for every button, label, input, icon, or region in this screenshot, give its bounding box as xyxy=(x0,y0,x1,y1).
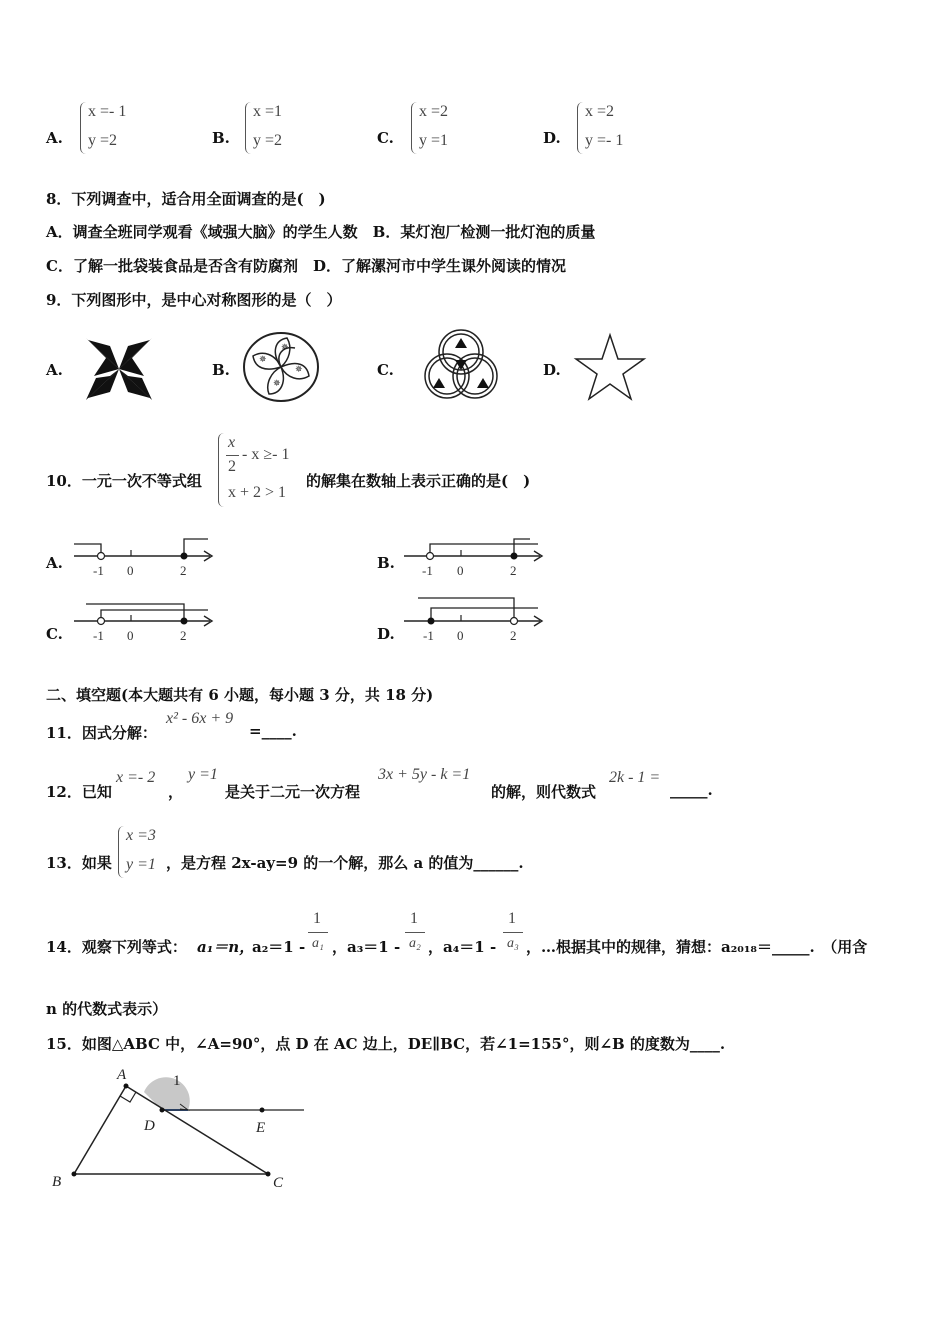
q10-c-tick-neg1: -1 xyxy=(93,628,104,643)
q8-stem: 8．下列调查中，适合用全面调查的是( ) xyxy=(46,190,326,208)
q9-star-figure xyxy=(572,332,648,402)
q7-option-a-eq1: x =- 1 xyxy=(88,103,127,120)
q7-option-a-brace xyxy=(80,102,87,154)
q10-prefix: 10．一元一次不等式组 xyxy=(46,472,202,490)
q14-line2: n 的代数式表示） xyxy=(46,1000,168,1018)
q12-comma: ， xyxy=(168,783,184,801)
q9-trefoil-figure xyxy=(413,322,509,404)
q7-option-c-label: C. xyxy=(377,129,394,147)
q7-option-a-eq2: y =2 xyxy=(88,132,118,149)
q13-eq1: x =3 xyxy=(126,827,156,844)
q10-option-d-label: D. xyxy=(377,625,395,643)
q14-a4-prefix: ，a₄＝1 - xyxy=(428,938,497,956)
q10-frac-denominator: 2 xyxy=(228,458,236,475)
q10-d-tick-0: 0 xyxy=(457,628,464,643)
q14-a2-prefix: a₂＝1 - xyxy=(252,938,306,956)
q7-option-b-brace xyxy=(245,102,252,154)
q10-frac-numerator: x xyxy=(228,434,236,451)
q11-suffix: =____. xyxy=(249,722,297,740)
q9-bauhinia-figure xyxy=(241,330,321,404)
q12-mid2: 的解，则代数式 xyxy=(491,783,597,801)
q10-ineq2: x + 2 > 1 xyxy=(228,484,287,501)
q10-numberline-d xyxy=(400,594,550,644)
q10-d-tick-2: 2 xyxy=(510,628,517,643)
q13-eq2: y =1 xyxy=(126,856,156,873)
q10-numberline-c xyxy=(70,598,220,644)
q10-a-tick-neg1: -1 xyxy=(93,563,104,578)
q12-suffix: _____. xyxy=(670,781,713,799)
q14-frac2-den: a₂ xyxy=(409,936,421,951)
q9-option-b-label: B. xyxy=(212,361,230,379)
q10-numberline-b xyxy=(400,534,550,580)
q14-frac2-bar xyxy=(405,932,425,933)
q12-prefix: 12．已知 xyxy=(46,783,112,801)
q15-label-e: E xyxy=(256,1120,266,1136)
q14-frac3-num: 1 xyxy=(508,910,516,927)
q15-triangle-figure xyxy=(44,1060,314,1196)
svg-text:✵: ✵ xyxy=(259,354,267,364)
q15-stem: 15．如图△ABC 中，∠A=90°，点 D 在 AC 边上，DE∥BC，若∠1=155°，则∠B 的度数为____. xyxy=(46,1035,726,1053)
q9-option-c-label: C. xyxy=(377,361,394,379)
q7-option-d-eq1: x =2 xyxy=(585,103,615,120)
q10-b-tick-2: 2 xyxy=(510,563,517,578)
q7-option-a-label: A. xyxy=(46,129,63,147)
q10-a-tick-2: 2 xyxy=(180,563,187,578)
q11-expression: x² - 6x + 9 xyxy=(166,710,234,727)
q14-a3-prefix: ，a₃＝1 - xyxy=(332,938,401,956)
q7-option-d-label: D. xyxy=(543,129,561,147)
q10-option-a-label: A. xyxy=(46,554,63,572)
q9-pinwheel-figure xyxy=(84,336,154,402)
q9-option-a-label: A. xyxy=(46,361,63,379)
q12-x-value: x =- 2 xyxy=(116,769,156,786)
q10-d-tick-neg1: -1 xyxy=(423,628,434,643)
q10-numberline-a xyxy=(70,534,220,580)
q15-label-c: C xyxy=(273,1175,284,1191)
q11-prefix: 11．因式分解： xyxy=(46,724,157,742)
q10-suffix: 的解集在数轴上表示正确的是( ) xyxy=(306,472,531,490)
q12-equation: 3x + 5y - k =1 xyxy=(378,766,471,783)
q10-option-c-label: C. xyxy=(46,625,63,643)
q7-option-b-label: B. xyxy=(212,129,230,147)
svg-text:✵: ✵ xyxy=(281,342,289,352)
q14-a1: a₁＝n， xyxy=(197,938,255,956)
q10-ineq1-rest: - x ≥- 1 xyxy=(242,446,290,463)
q14-frac1-bar xyxy=(308,932,328,933)
q10-b-tick-neg1: -1 xyxy=(422,563,433,578)
q13-suffix: ，是方程 2x-ay=9 的一个解，那么 a 的值为______. xyxy=(166,854,524,872)
q10-frac-bar xyxy=(226,455,239,456)
q9-stem: 9．下列图形中，是中心对称图形的是（ ） xyxy=(46,291,342,309)
q14-frac3-bar xyxy=(503,932,523,933)
q12-expression: 2k - 1 = xyxy=(609,769,661,786)
q9-option-d-label: D. xyxy=(543,361,561,379)
svg-text:✵: ✵ xyxy=(295,364,303,374)
q15-label-angle1: 1 xyxy=(173,1073,181,1089)
q8-options-line2: C．了解一批袋装食品是否含有防腐剂 D．了解漯河市中学生课外阅读的情况 xyxy=(46,257,566,275)
q13-prefix: 13．如果 xyxy=(46,854,112,872)
q14-frac1-num: 1 xyxy=(313,910,321,927)
q15-label-a: A xyxy=(117,1067,127,1083)
q10-c-tick-0: 0 xyxy=(127,628,134,643)
q7-option-b-eq1: x =1 xyxy=(253,103,283,120)
q13-system-brace xyxy=(118,826,125,878)
section-2-heading: 二、填空题(本大题共有 6 小题，每小题 3 分，共 18 分) xyxy=(46,686,434,704)
q10-c-tick-2: 2 xyxy=(180,628,187,643)
q15-label-d: D xyxy=(144,1118,155,1134)
svg-text:✵: ✵ xyxy=(273,378,281,388)
q7-option-c-eq2: y =1 xyxy=(419,132,449,149)
q14-prefix: 14．观察下列等式： xyxy=(46,938,187,956)
q7-option-b-eq2: y =2 xyxy=(253,132,283,149)
q14-frac1-den: a₁ xyxy=(312,936,324,951)
q14-frac3-den: a₃ xyxy=(507,936,519,951)
q10-system-brace xyxy=(218,433,225,507)
q14-frac2-num: 1 xyxy=(410,910,418,927)
q7-option-c-brace xyxy=(411,102,418,154)
q15-label-b: B xyxy=(52,1174,62,1190)
q8-options-line1: A．调查全班同学观看《域强大脑》的学生人数 B．某灯泡厂检测一批灯泡的质量 xyxy=(46,223,596,241)
q12-y-value: y =1 xyxy=(188,766,218,783)
q12-mid: 是关于二元一次方程 xyxy=(225,783,361,801)
q7-option-d-brace xyxy=(577,102,584,154)
q7-option-d-eq2: y =- 1 xyxy=(585,132,624,149)
q14-suffix: ，…根据其中的规律，猜想：a₂₀₁₈＝_____. （用含 xyxy=(526,938,868,956)
q7-option-c-eq1: x =2 xyxy=(419,103,449,120)
q10-option-b-label: B. xyxy=(377,554,395,572)
q10-b-tick-0: 0 xyxy=(457,563,464,578)
q10-a-tick-0: 0 xyxy=(127,563,134,578)
